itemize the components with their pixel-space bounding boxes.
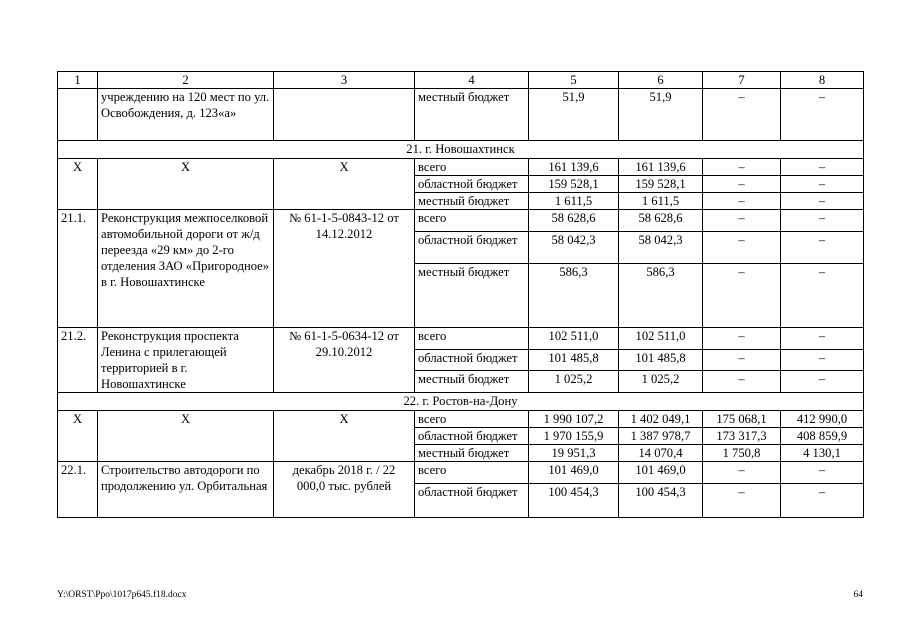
header-cell: 5	[529, 72, 619, 89]
table-row	[58, 89, 864, 141]
value-cell: 586,3	[529, 264, 619, 328]
section-title: 21. г. Новошахтинск	[58, 141, 864, 159]
value-cell: –	[781, 484, 864, 518]
x-mark: Х	[274, 411, 415, 462]
page-number: 64	[853, 590, 863, 600]
value-cell: 58 042,3	[619, 232, 703, 264]
value-cell: 101 485,8	[529, 349, 619, 371]
header-cell: 3	[274, 72, 415, 89]
value-cell: 175 068,1	[703, 411, 781, 428]
value-cell: 412 990,0	[781, 411, 864, 428]
header-cell: 1	[58, 72, 98, 89]
x-mark: Х	[98, 411, 274, 462]
funding-source-cell: местный бюджет	[415, 445, 529, 462]
value-cell: 102 511,0	[529, 328, 619, 350]
value-cell: –	[703, 159, 781, 176]
value-cell: 58 628,6	[619, 210, 703, 232]
value-cell: 161 139,6	[529, 159, 619, 176]
value-cell: –	[703, 210, 781, 232]
document-cell	[274, 89, 415, 141]
value-cell: 51,9	[619, 89, 703, 141]
value-cell: 161 139,6	[619, 159, 703, 176]
document-cell: № 61-1-5-0843-12 от 14.12.2012	[274, 210, 415, 328]
funding-source-cell: всего	[415, 411, 529, 428]
x-mark: Х	[58, 159, 98, 210]
item-number-cell: 21.1.	[58, 210, 98, 328]
funding-source-cell: областной бюджет	[415, 428, 529, 445]
value-cell: –	[781, 349, 864, 371]
file-path: Y:\ORST\Ppo\1017p645.f18.docx	[57, 590, 187, 600]
document-cell: № 61-1-5-0634-12 от 29.10.2012	[274, 328, 415, 393]
value-cell: 101 469,0	[619, 462, 703, 484]
value-cell: –	[703, 193, 781, 210]
value-cell: 51,9	[529, 89, 619, 141]
x-mark: Х	[98, 159, 274, 210]
value-cell: 19 951,3	[529, 445, 619, 462]
budget-table	[57, 71, 864, 518]
value-cell: –	[703, 328, 781, 350]
value-cell: 4 130,1	[781, 445, 864, 462]
table-row	[58, 210, 864, 232]
value-cell: 1 611,5	[529, 193, 619, 210]
header-cell: 4	[415, 72, 529, 89]
value-cell: 1 402 049,1	[619, 411, 703, 428]
funding-source-cell: областной бюджет	[415, 232, 529, 264]
funding-source-cell: местный бюджет	[415, 371, 529, 393]
value-cell: 408 859,9	[781, 428, 864, 445]
x-mark: Х	[274, 159, 415, 210]
value-cell: –	[703, 371, 781, 393]
value-cell: 58 628,6	[529, 210, 619, 232]
table-row	[58, 411, 864, 428]
table-row	[58, 159, 864, 176]
document-cell: декабрь 2018 г. / 22 000,0 тыс. рублей	[274, 462, 415, 518]
value-cell: –	[781, 159, 864, 176]
value-cell: 1 970 155,9	[529, 428, 619, 445]
value-cell: 1 025,2	[619, 371, 703, 393]
value-cell: 159 528,1	[619, 176, 703, 193]
header-row	[58, 72, 864, 89]
funding-source-cell: областной бюджет	[415, 176, 529, 193]
value-cell: 159 528,1	[529, 176, 619, 193]
item-number-cell: 22.1.	[58, 462, 98, 518]
value-cell: –	[781, 264, 864, 328]
value-cell: 101 469,0	[529, 462, 619, 484]
value-cell: –	[781, 210, 864, 232]
object-name-cell: учреждению на 120 мест по ул. Освобождения, д. 123«а»	[98, 89, 274, 141]
x-mark: Х	[58, 411, 98, 462]
value-cell: –	[781, 176, 864, 193]
value-cell: –	[703, 89, 781, 141]
table-row	[58, 462, 864, 484]
value-cell: –	[703, 264, 781, 328]
header-cell: 8	[781, 72, 864, 89]
value-cell: –	[703, 462, 781, 484]
value-cell: 173 317,3	[703, 428, 781, 445]
value-cell: 1 387 978,7	[619, 428, 703, 445]
value-cell: –	[703, 232, 781, 264]
value-cell: –	[781, 232, 864, 264]
section-row	[58, 141, 864, 159]
value-cell: 586,3	[619, 264, 703, 328]
value-cell: –	[703, 176, 781, 193]
funding-source-cell: областной бюджет	[415, 349, 529, 371]
header-cell: 7	[703, 72, 781, 89]
value-cell: –	[781, 371, 864, 393]
value-cell: –	[703, 349, 781, 371]
table-row	[58, 328, 864, 350]
funding-source-cell: всего	[415, 462, 529, 484]
header-cell: 6	[619, 72, 703, 89]
funding-source-cell: областной бюджет	[415, 484, 529, 518]
value-cell: 1 750,8	[703, 445, 781, 462]
funding-source-cell: всего	[415, 159, 529, 176]
value-cell: 100 454,3	[619, 484, 703, 518]
value-cell: –	[781, 462, 864, 484]
value-cell: 100 454,3	[529, 484, 619, 518]
funding-source-cell: всего	[415, 328, 529, 350]
section-title: 22. г. Ростов-на-Дону	[58, 393, 864, 411]
value-cell: 1 990 107,2	[529, 411, 619, 428]
funding-source-cell: местный бюджет	[415, 89, 529, 141]
object-name-cell: Строительство автодороги по продолжению ул. Орбитальная	[98, 462, 274, 518]
value-cell: 58 042,3	[529, 232, 619, 264]
header-cell: 2	[98, 72, 274, 89]
funding-source-cell: местный бюджет	[415, 264, 529, 328]
value-cell: –	[781, 193, 864, 210]
value-cell: –	[703, 484, 781, 518]
funding-source-cell: всего	[415, 210, 529, 232]
value-cell: 1 025,2	[529, 371, 619, 393]
object-name-cell: Реконструкция межпоселковой автомобильной дороги от ж/д переезда «29 км» до 2-го отделения ЗАО «Пригородное» в г. Новошахтинске	[98, 210, 274, 328]
value-cell: –	[781, 328, 864, 350]
item-number-cell	[58, 89, 98, 141]
value-cell: 1 611,5	[619, 193, 703, 210]
value-cell: 101 485,8	[619, 349, 703, 371]
item-number-cell: 21.2.	[58, 328, 98, 393]
funding-source-cell: местный бюджет	[415, 193, 529, 210]
section-row	[58, 393, 864, 411]
value-cell: –	[781, 89, 864, 141]
value-cell: 102 511,0	[619, 328, 703, 350]
object-name-cell: Реконструкция проспекта Ленина с прилегающей территорией в г. Новошахтинске	[98, 328, 274, 393]
value-cell: 14 070,4	[619, 445, 703, 462]
